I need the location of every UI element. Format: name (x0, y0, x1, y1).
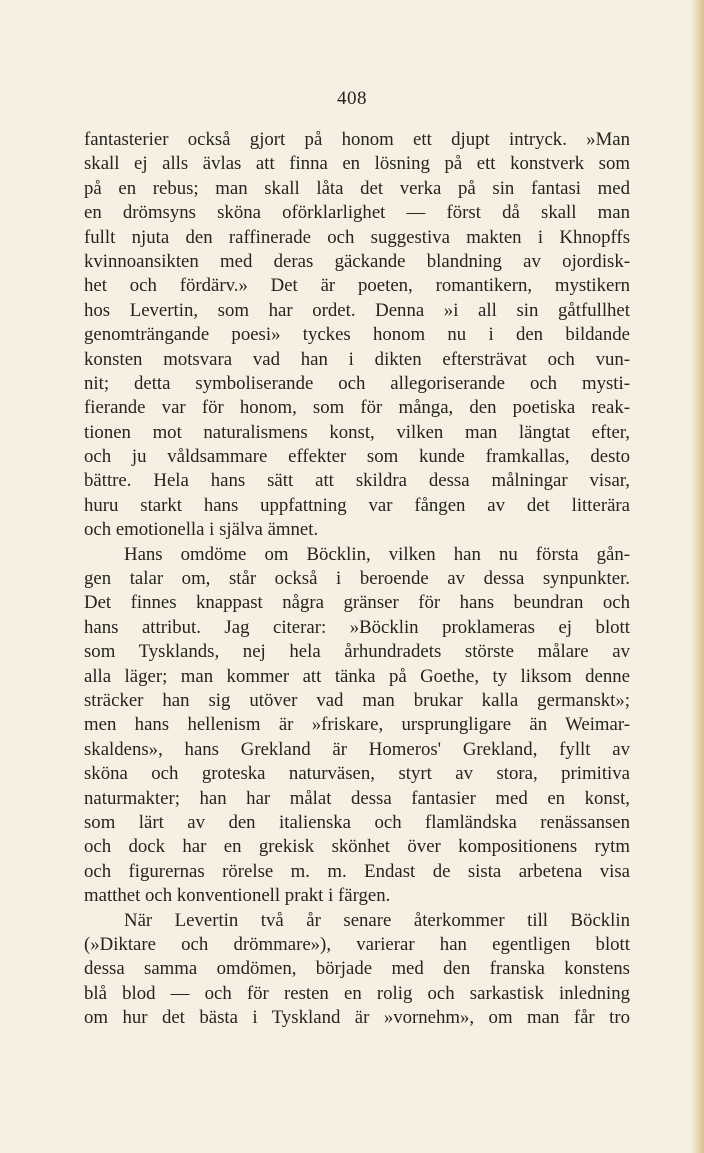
text-line: matthet och konventionell prakt i färgen. (84, 885, 391, 907)
text-line: hos Levertin, som har ordet. Denna »i all sin gåtfullhet (84, 299, 630, 321)
page-number: 408 (337, 88, 367, 109)
body-text (84, 128, 630, 1030)
text-line: tionen mot naturalismens konst, vilken man längtat efter, (84, 421, 630, 443)
text-line: och ju våldsammare effekter som kunde framkallas, desto (84, 446, 630, 468)
text-line: fantasterier också gjort på honom ett djupt intryck. »Man (84, 129, 630, 150)
text-line: som lärt av den italienska och flamländska renässansen (84, 811, 630, 833)
text-line: kvinnoansikten med deras gäckande blandning av ojordisk- (84, 250, 630, 272)
page-edge-shadow (690, 0, 704, 1153)
text-line: sköna och groteska naturväsen, styrt av stora, primitiva (84, 763, 630, 785)
text-line: het och fördärv.» Det är poeten, romantikern, mystikern (84, 275, 630, 297)
text-line: som Tysklands, nej hela århundradets störste målare av (84, 641, 630, 663)
text-line: naturmakter; han har målat dessa fantasier med en konst, (84, 787, 630, 809)
text-line: och dock har en grekisk skönhet över kompositionens rytm (84, 836, 630, 858)
text-line: om hur det bästa i Tyskland är »vornehm», om man får tro (84, 1007, 630, 1029)
text-line: sträcker han sig utöver vad man brukar kalla germanskt»; (84, 689, 630, 711)
text-line: konsten motsvara vad han i dikten eftersträvat och vun- (84, 348, 630, 370)
text-line: alla läger; man kommer att tänka på Goethe, ty liksom denne (84, 665, 630, 687)
text-line: Hans omdöme om Böcklin, vilken han nu första gån- (124, 543, 630, 565)
text-line: blå blod — och för resten en rolig och sarkastisk inledning (84, 982, 630, 1004)
text-line: skall ej alls ävlas att finna en lösning på ett konstverk som (84, 153, 630, 175)
text-line: gen talar om, står också i beroende av dessa synpunkter. (84, 568, 630, 590)
text-line: genomträngande poesi» tyckes honom nu i den bildande (84, 324, 630, 346)
text-line: fierande var för honom, som för många, den poetiska reak- (84, 397, 630, 419)
text-line: och emotionella i själva ämnet. (84, 519, 319, 541)
text-line: (»Diktare och drömmare»), varierar han egentligen blott (84, 933, 630, 955)
text-line: hans attribut. Jag citerar: »Böcklin proklameras ej blott (84, 616, 630, 638)
text-line: nit; detta symboliserande och allegoriserande och mysti- (84, 372, 630, 394)
text-line: skaldens», hans Grekland är Homeros' Grekland, fyllt av (84, 738, 630, 760)
text-line: dessa samma omdömen, började med den franska konstens (84, 958, 630, 980)
text-line: fullt njuta den raffinerade och suggestiva makten i Khnopffs (84, 226, 630, 248)
text-line: och figurernas rörelse m. m. Endast de sista arbetena visa (84, 860, 630, 882)
text-line: Det finnes knappast några gränser för hans beundran och (84, 592, 630, 614)
text-line: huru starkt hans uppfattning var fången av det litterära (84, 494, 630, 516)
text-line: en drömsyns sköna oförklarlighet — först då skall man (84, 202, 630, 224)
text-line: När Levertin två år senare återkommer till Böcklin (124, 909, 630, 931)
text-line: men hans hellenism är »friskare, ursprungligare än Weimar- (84, 714, 630, 736)
text-line: bättre. Hela hans sätt att skildra dessa målningar visar, (84, 470, 630, 492)
text-line: på en rebus; man skall låta det verka på sin fantasi med (84, 177, 630, 199)
